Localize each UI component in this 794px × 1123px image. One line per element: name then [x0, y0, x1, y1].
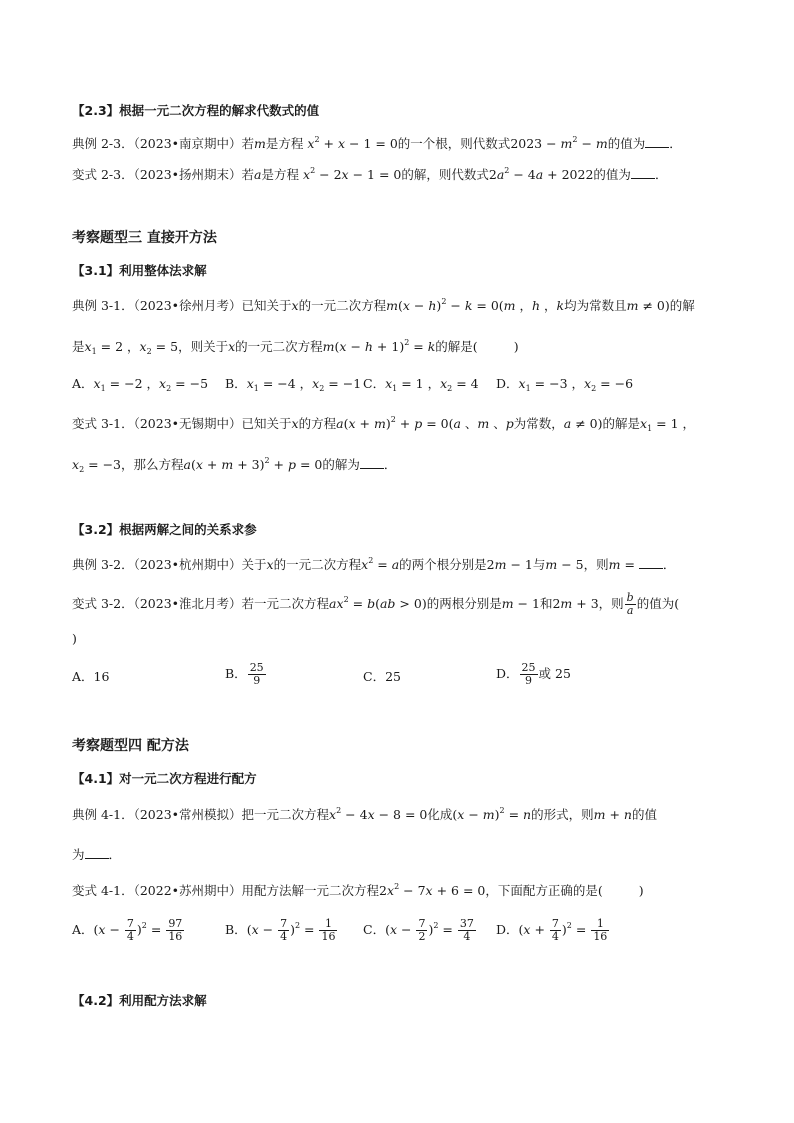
section-heading-3-2: 【3.2】根据两解之间的关系求参	[72, 522, 257, 537]
option-b[interactable]: B．$x_1 = -4$ ，$x_2 = -1$	[225, 376, 362, 393]
section-heading-3-1: 【3.1】利用整体法求解	[72, 263, 207, 278]
topic-3-title: 考察题型三 直接开方法	[72, 230, 217, 246]
example-3-1-line2: 是$x_1 = 2$ ，$x_2 = 5$，则关于x的一元二次方程$m(x - h + 1)^2 = k$的解是( )	[72, 338, 519, 356]
option-c[interactable]: C．25	[363, 669, 401, 684]
example-3-2: 典例 3-2．（2023•杭州期中）关于x的一元二次方程$x^2 = a$的两个根分别是2m − 1与m − 5，则m = ．	[72, 556, 676, 572]
answer-blank	[85, 846, 109, 859]
option-c[interactable]: C．$x_1 = 1$ ，$x_2 = 4$	[363, 376, 479, 393]
example-2-3: 典例 2-3．（2023•南京期中）若m是方程 $x^2 + x - 1 = 0$的一个根，则代数式$2023 - m^2 - m$的值为 ．	[72, 135, 682, 151]
variant-4-1: 变式 4-1．（2022•苏州期中）用配方法解一元二次方程$2x^2 - 7x + 6 = 0$，下面配方正确的是( )	[72, 882, 644, 898]
option-a[interactable]: A．(x − $\frac{7}{4}$ )$^2$ = $\frac{97}{16}$	[72, 917, 183, 943]
answer-blank	[360, 456, 384, 469]
option-d[interactable]: D．$x_1 = -3$ ，$x_2 = -6$	[496, 376, 634, 393]
answer-blank	[639, 556, 663, 569]
section-heading-4-1: 【4.1】对一元二次方程进行配方	[72, 771, 257, 786]
fraction-b-over-a: $\frac{b}{a}$	[626, 591, 634, 617]
answer-blank	[631, 166, 655, 179]
example-4-1-line2: 为 ．	[72, 847, 122, 862]
option-d[interactable]: D． $\frac{25}{9}$ 或 25	[496, 661, 571, 687]
variant-3-2-line2: )	[72, 631, 77, 646]
variant-2-3: 变式 2-3．（2023•扬州期末）若a是方程 $x^2 - 2x - 1 = 0$的解，则代数式$2a^2 - 4a + 2022$的值为 ．	[72, 166, 668, 182]
option-d[interactable]: D．(x + $\frac{7}{4}$ )$^2$ = $\frac{1}{16}$	[496, 917, 608, 943]
answer-blank	[645, 135, 669, 148]
section-heading-4-2: 【4.2】利用配方法求解	[72, 993, 207, 1008]
variant-3-1-line2: $x_2 = -3$，那么方程$a(x + m + 3)^2 + p = 0$的解为 ．	[72, 456, 397, 474]
topic-4-title: 考察题型四 配方法	[72, 738, 189, 754]
option-c[interactable]: C．(x − $\frac{7}{2}$ )$^2$ = $\frac{37}{4}$	[363, 917, 474, 943]
variant-3-1-line1: 变式 3-1．（2023•无锡期中）已知关于x的方程$a(x + m)^2 + p = 0(a$ 、m 、p为常数，a ≠ 0)的解是$x_1 = 1$ ，	[72, 415, 696, 433]
example-4-1-line1: 典例 4-1．（2023•常州模拟）把一元二次方程$x^2 - 4x - 8 = 0$化成$(x - m)^2 = n$的形式，则m + n的值	[72, 806, 657, 822]
example-3-1-line1: 典例 3-1．（2023•徐州月考）已知关于x的一元二次方程$m(x - h)^2 - k = 0(m$ ，h ，k均为常数且m ≠ 0)的解	[72, 297, 695, 313]
variant-3-2-line1: 变式 3-2．（2023•淮北月考）若一元二次方程$ax^2 = b(ab > 0)$的两根分别是m − 1和2m + 3，则 $\frac{b}{a}$ 的值为(	[72, 591, 680, 617]
option-b[interactable]: B．(x − $\frac{7}{4}$ )$^2$ = $\frac{1}{16}$	[225, 917, 336, 943]
section-heading-2-3: 【2.3】根据一元二次方程的解求代数式的值	[72, 103, 320, 118]
option-a[interactable]: A．$x_1 = -2$ ，$x_2 = -5$	[72, 376, 209, 393]
option-b[interactable]: B． $\frac{25}{9}$	[225, 661, 264, 687]
option-a[interactable]: A．16	[72, 669, 110, 684]
